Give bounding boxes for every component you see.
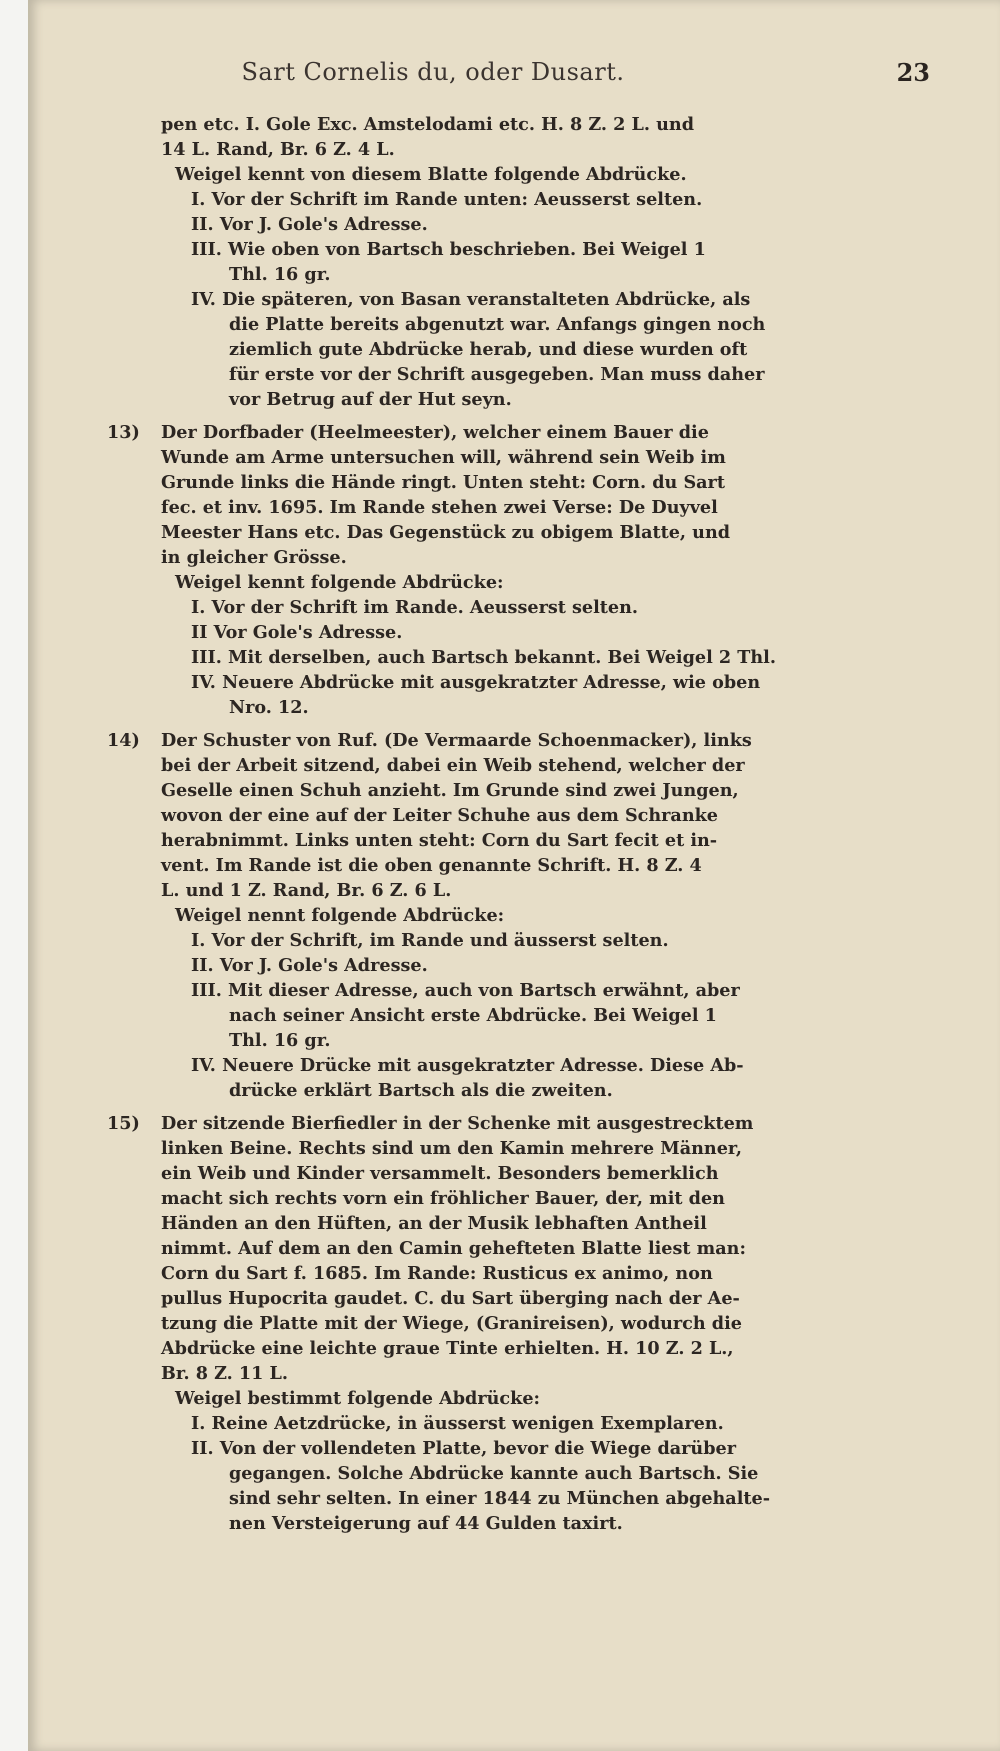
- state-line: Thl. 16 gr.: [229, 264, 331, 285]
- page-number: 23: [896, 58, 930, 87]
- text-line: Corn du Sart f. 1685. Im Rande: Rusticus ex animo, non: [161, 1263, 713, 1284]
- state-line: II. Von der vollendeten Platte, bevor die Wiege darüber: [191, 1438, 736, 1459]
- text-line: in gleicher Grösse.: [161, 547, 347, 568]
- state-line: nach seiner Ansicht erste Abdrücke. Bei Weigel 1: [229, 1005, 717, 1026]
- state-line: für erste vor der Schrift ausgegeben. Man muss daher: [229, 364, 765, 385]
- state-line: IV. Neuere Abdrücke mit ausgekratzter Adresse, wie oben: [191, 672, 761, 693]
- state-line: nen Versteigerung auf 44 Gulden taxirt.: [229, 1513, 623, 1534]
- state-line: III. Mit dieser Adresse, auch von Bartsch erwähnt, aber: [191, 980, 740, 1001]
- page-body: [107, 112, 931, 1536]
- state-line: I. Vor der Schrift im Rande. Aeusserst selten.: [191, 597, 639, 618]
- state-line: ziemlich gute Abdrücke herab, und diese wurden oft: [229, 339, 748, 360]
- states-intro: Weigel kennt von diesem Blatte folgende Abdrücke.: [175, 164, 687, 185]
- text-line: ein Weib und Kinder versammelt. Besonders bemerklich: [161, 1163, 719, 1184]
- text-line: Wunde am Arme untersuchen will, während sein Weib im: [161, 447, 726, 468]
- page-header: [28, 58, 1000, 94]
- text-line: Grunde links die Hände ringt. Unten steht: Corn. du Sart: [161, 472, 725, 493]
- running-title: Sart Cornelis du, oder Dusart.: [241, 58, 625, 86]
- text-line: L. und 1 Z. Rand, Br. 6 Z. 6 L.: [161, 880, 452, 901]
- text-line: fec. et inv. 1695. Im Rande stehen zwei Verse: De Duyvel: [161, 497, 718, 518]
- state-line: IV. Neuere Drücke mit ausgekratzter Adresse. Diese Ab-: [191, 1055, 744, 1076]
- continuation-block: [161, 112, 931, 412]
- text-line: vent. Im Rande ist die oben genannte Schrift. H. 8 Z. 4: [161, 855, 702, 876]
- states-intro: Weigel bestimmt folgende Abdrücke:: [175, 1388, 541, 1409]
- state-line: II. Vor J. Gole's Adresse.: [191, 955, 428, 976]
- text-line: 14 L. Rand, Br. 6 Z. 4 L.: [161, 139, 395, 160]
- state-line: sind sehr selten. In einer 1844 zu München abgehalte-: [229, 1488, 771, 1509]
- catalog-entry-14: [107, 728, 931, 1103]
- text-line: Der Schuster von Ruf. (De Vermaarde Schoenmacker), links: [161, 730, 752, 751]
- state-line: III. Mit derselben, auch Bartsch bekannt. Bei Weigel 2 Thl.: [191, 647, 776, 668]
- state-line: die Platte bereits abgenutzt war. Anfangs gingen noch: [229, 314, 766, 335]
- state-line: II Vor Gole's Adresse.: [191, 622, 403, 643]
- state-line: Thl. 16 gr.: [229, 1030, 331, 1051]
- state-line: drücke erklärt Bartsch als die zweiten.: [229, 1080, 613, 1101]
- text-line: herabnimmt. Links unten steht: Corn du Sart fecit et in-: [161, 830, 718, 851]
- state-line: I. Vor der Schrift, im Rande und äusserst selten.: [191, 930, 669, 951]
- states-intro: Weigel kennt folgende Abdrücke:: [175, 572, 504, 593]
- book-page: [28, 0, 1000, 1751]
- text-line: nimmt. Auf dem an den Camin gehefteten Blatte liest man:: [161, 1238, 746, 1259]
- text-line: bei der Arbeit sitzend, dabei ein Weib stehend, welcher der: [161, 755, 745, 776]
- state-line: gegangen. Solche Abdrücke kannte auch Bartsch. Sie: [229, 1463, 759, 1484]
- text-line: wovon der eine auf der Leiter Schuhe aus dem Schranke: [161, 805, 718, 826]
- state-line: I. Reine Aetzdrücke, in äusserst wenigen Exemplaren.: [191, 1413, 724, 1434]
- state-line: Nro. 12.: [229, 697, 309, 718]
- entry-number: 15): [107, 1113, 140, 1134]
- catalog-entry-13: [107, 420, 931, 720]
- state-line: I. Vor der Schrift im Rande unten: Aeusserst selten.: [191, 189, 703, 210]
- text-line: Der sitzende Bierfiedler in der Schenke mit ausgestrecktem: [161, 1113, 754, 1134]
- state-line: II. Vor J. Gole's Adresse.: [191, 214, 428, 235]
- state-line: III. Wie oben von Bartsch beschrieben. Bei Weigel 1: [191, 239, 706, 260]
- entry-number: 13): [107, 422, 140, 443]
- text-line: Br. 8 Z. 11 L.: [161, 1363, 289, 1384]
- text-line: pen etc. I. Gole Exc. Amstelodami etc. H. 8 Z. 2 L. und: [161, 114, 695, 135]
- text-line: Geselle einen Schuh anzieht. Im Grunde sind zwei Jungen,: [161, 780, 739, 801]
- text-line: pullus Hupocrita gaudet. C. du Sart überging nach der Ae-: [161, 1288, 740, 1309]
- text-line: Der Dorfbader (Heelmeester), welcher einem Bauer die: [161, 422, 709, 443]
- text-line: tzung die Platte mit der Wiege, (Granireisen), wodurch die: [161, 1313, 742, 1334]
- text-line: macht sich rechts vorn ein fröhlicher Bauer, der, mit den: [161, 1188, 725, 1209]
- text-line: Händen an den Hüften, an der Musik lebhaften Antheil: [161, 1213, 707, 1234]
- states-intro: Weigel nennt folgende Abdrücke:: [175, 905, 505, 926]
- left-margin-strip: [0, 0, 28, 1751]
- text-line: Abdrücke eine leichte graue Tinte erhielten. H. 10 Z. 2 L.,: [161, 1338, 734, 1359]
- catalog-entry-15: [107, 1111, 931, 1536]
- text-line: Meester Hans etc. Das Gegenstück zu obigem Blatte, und: [161, 522, 731, 543]
- state-line: IV. Die späteren, von Basan veranstalteten Abdrücke, als: [191, 289, 751, 310]
- entry-number: 14): [107, 730, 140, 751]
- state-line: vor Betrug auf der Hut seyn.: [229, 389, 512, 410]
- text-line: linken Beine. Rechts sind um den Kamin mehrere Männer,: [161, 1138, 742, 1159]
